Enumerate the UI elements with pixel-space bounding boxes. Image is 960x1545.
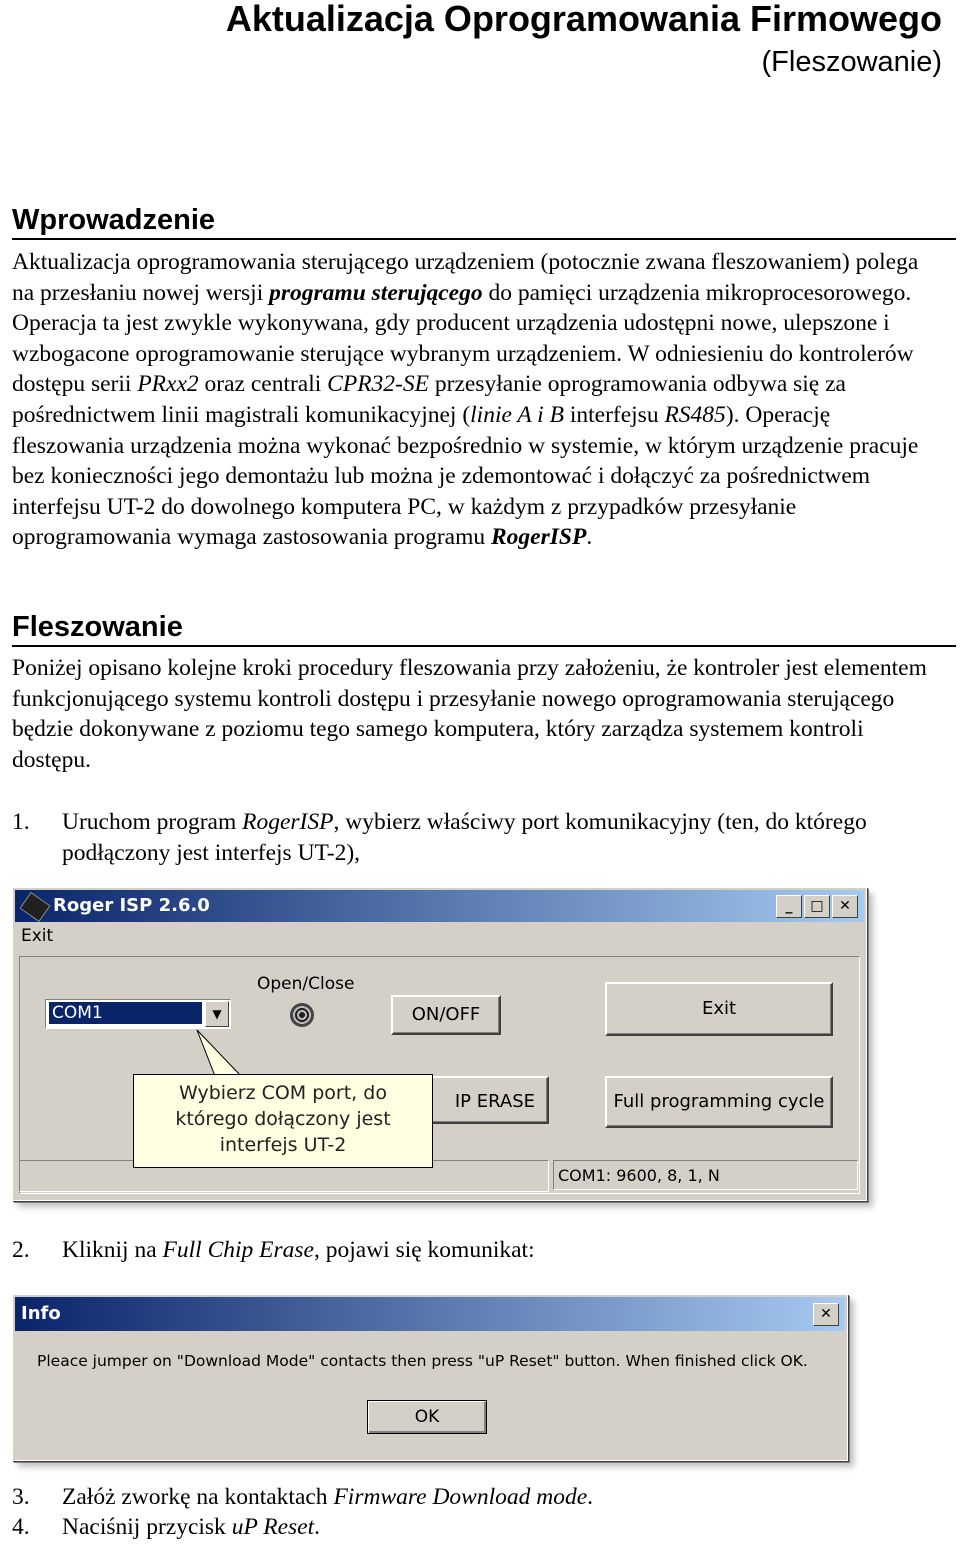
balloon-line-3: interfejs UT-2	[219, 1134, 347, 1156]
com-port-value: COM1	[49, 1002, 202, 1024]
maximize-button[interactable]: □	[804, 895, 830, 918]
open-close-indicator-icon[interactable]	[290, 1003, 314, 1027]
step-number: 2.	[12, 1237, 30, 1263]
com-port-hint-balloon	[133, 1074, 433, 1168]
step-text: Uruchom program RogerISP, wybierz właściwy port komunikacyjny (ten, do którego podłączony jest interfejs UT-2),	[62, 809, 867, 866]
step-text: Naciśnij przycisk uP Reset.	[62, 1514, 321, 1540]
step-4	[12, 1512, 940, 1543]
close-button[interactable]: ✕	[813, 1303, 839, 1326]
balloon-line-2: którego dołączony jest	[175, 1108, 391, 1130]
roger-isp-window	[12, 887, 867, 1201]
isp-title-bar	[15, 890, 864, 922]
full-programming-cycle-button[interactable]: Full programming cycle	[605, 1076, 833, 1128]
info-message: Pleace jumper on "Download Mode" contacts then press "uP Reset" button. When finished click OK.	[37, 1352, 808, 1370]
step-1	[12, 807, 940, 868]
com-port-select[interactable]	[45, 999, 231, 1029]
app-chip-icon	[19, 892, 50, 922]
ok-button[interactable]: OK	[367, 1400, 487, 1434]
step-number: 1.	[12, 809, 30, 835]
minimize-button[interactable]: _	[776, 895, 802, 918]
close-button[interactable]: ✕	[832, 895, 858, 918]
step-text: Załóż zworkę na kontaktach Firmware Download mode.	[62, 1484, 594, 1510]
step-2	[12, 1235, 940, 1266]
info-dialog-title: Info	[21, 1303, 61, 1324]
step-3	[12, 1482, 940, 1513]
open-close-label: Open/Close	[257, 974, 355, 994]
section-heading-flashing: Fleszowanie	[12, 610, 956, 647]
balloon-line-1: Wybierz COM port, do	[179, 1082, 387, 1104]
exit-button[interactable]: Exit	[605, 982, 833, 1036]
page-subtitle: (Fleszowanie)	[761, 46, 942, 78]
info-dialog	[12, 1294, 848, 1461]
balloon-pointer	[193, 1028, 253, 1078]
step-number: 3.	[12, 1484, 30, 1510]
intro-paragraph: Aktualizacja oprogramowania sterującego urządzeniem (potocznie zwana fleszowaniem) polega na przesłaniu nowej wersji programu sterującego do pamięci urządzenia mikroprocesorowego. Operacja ta jest zwykle wykonywana, gdy producent urządzenia udostępni nowe, ulepszone i wzbogacone oprogramowanie sterujące wybranym urządzeniem. W odniesieniu do kontrolerów dostępu serii PRxx2 oraz centrali CPR32-SE przesyłanie oprogramowania odbywa się za pośrednictwem linii magistrali komunikacyjnej (linie A i B interfejsu RS485). Operację fleszowania urządzenia można wykonać bezpośrednio w systemie, w którym urządzenie pracuje bez konieczności jego demontażu lub można je zdemontować i dołączyć za pośrednictwem interfejsu UT-2 do dowolnego komputera PC, w każdym z przypadków przesyłanie oprogramowania wymaga zastosowania programu RogerISP.	[12, 249, 919, 551]
info-title-bar	[15, 1297, 845, 1331]
menu-item-exit[interactable]: Exit	[21, 926, 54, 946]
step-text: Kliknij na Full Chip Erase, pojawi się komunikat:	[62, 1237, 535, 1263]
status-bar-port-settings: COM1: 9600, 8, 1, N	[553, 1160, 858, 1190]
isp-window-title: Roger ISP 2.6.0	[53, 895, 210, 916]
flashing-paragraph: Poniżej opisano kolejne kroki procedury fleszowania przy założeniu, że kontroler jest elementem funkcjonującego systemu kontroli dostępu i przesyłanie nowego oprogramowania sterującego będzie dokonywane z poziomu tego samego komputera, który zarządza systemem kontroli dostępu.	[12, 655, 927, 773]
section-heading-introduction: Wprowadzenie	[12, 203, 956, 240]
step-number: 4.	[12, 1514, 30, 1540]
dropdown-arrow-icon[interactable]: ▼	[205, 1001, 229, 1027]
page-title: Aktualizacja Oprogramowania Firmowego	[225, 0, 942, 39]
chip-erase-button[interactable]: IP ERASE	[391, 1076, 549, 1124]
on-off-button[interactable]: ON/OFF	[391, 995, 501, 1035]
